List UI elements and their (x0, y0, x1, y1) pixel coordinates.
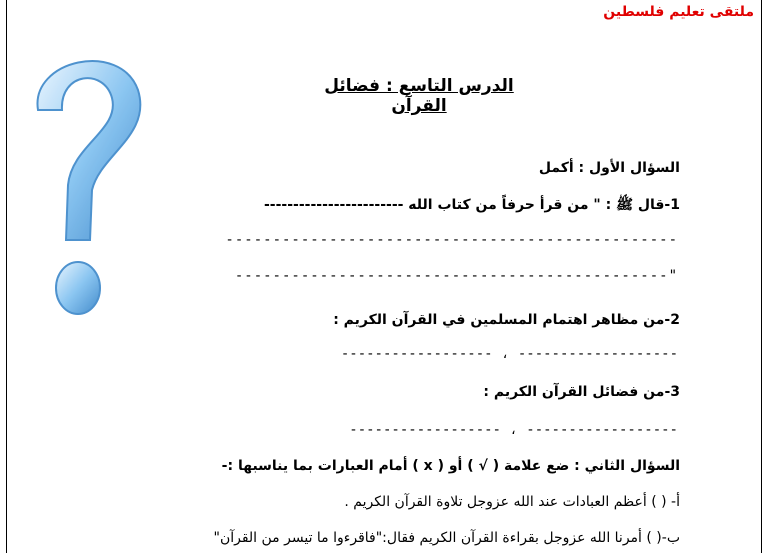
section2-heading: السؤال الثاني : ضع علامة ( √ ) أو ( x ) أمام العبارات بما يناسبها :- (221, 458, 680, 474)
question3-blank: ------------------ ، ------------------ (349, 422, 678, 438)
true-false-item-b: ب-( ) أمرنا الله عزوجل بقراءة القرآن الكريم فقال:"فاقرءوا ما تيسر من القرآن" (213, 530, 680, 546)
lesson-title: الدرس التاسع : فضائل القرآن (324, 76, 514, 116)
question1-blank-line: ------------------------------------------------ (225, 232, 678, 248)
question3: 3-من فضائل القرآن الكريم : (483, 384, 680, 400)
true-false-item-a: أ- ( ) أعظم العبادات عند الله عزوجل تلاوة القرآن الكريم . (344, 494, 680, 510)
question-mark-icon (20, 40, 150, 330)
question1: 1-قال ﷺ : " من قرأ حرفاً من كتاب الله ------------------------ (263, 197, 680, 213)
section1-heading: السؤال الأول : أكمل (538, 160, 680, 176)
question2-blank: ------------------- ، ------------------ (340, 346, 678, 362)
question2: 2-من مظاهر اهتمام المسلمين في القرآن الكريم : (333, 312, 680, 328)
question1-blank-line-end: "---------------------------------------------- (234, 268, 678, 284)
site-watermark: ملتقى تعليم فلسطين (603, 4, 754, 20)
